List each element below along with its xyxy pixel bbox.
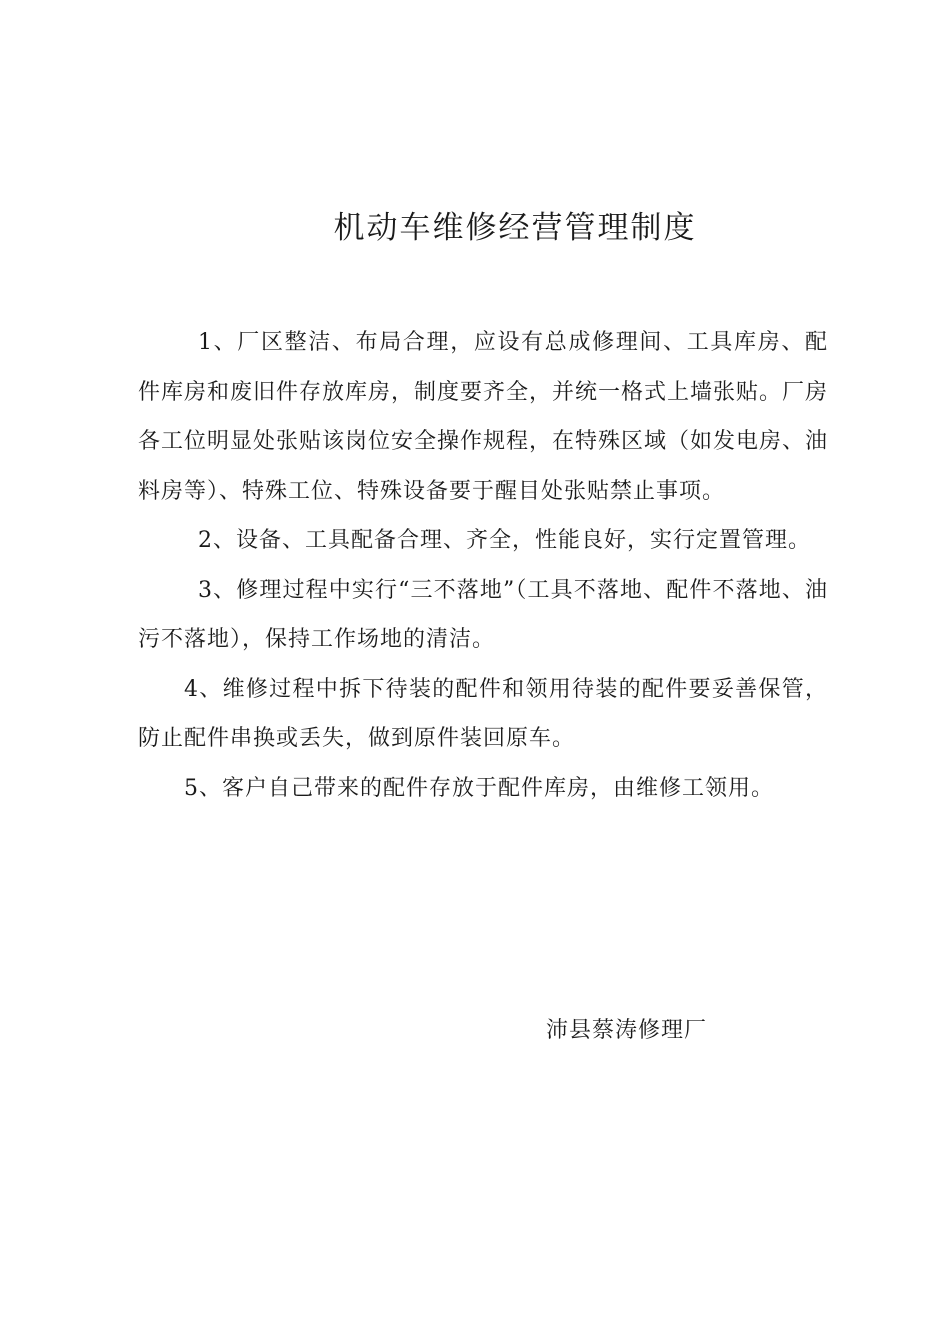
paragraph-2: 2、设备、工具配备合理、齐全，性能良好，实行定置管理。 — [198, 528, 811, 553]
document-signature: 沛县蔡涛修理厂 — [546, 1018, 708, 1043]
paragraph-5: 5、客户自己带来的配件存放于配件库房，由维修工领用。 — [184, 775, 774, 801]
document-title: 机动车维修经营管理制度 — [333, 210, 697, 246]
document-body — [138, 318, 828, 813]
paragraph-1: 1、厂区整洁、布局合理，应设有总成修理间、工具库房、配件库房和废旧件存放库房，制度要齐全，并统一格式上墙张贴。厂房各工位明显处张贴该岗位安全操作规程，在特殊区域（如发电房、油料房等）、特殊工位、特殊设备要于醒目处张贴禁止事项。 — [138, 330, 829, 504]
paragraph-4: 4、维修过程中拆下待装的配件和领用待装的配件要妥善保管，防止配件串换或丢失，做到原件装回原车。 — [138, 676, 828, 751]
paragraph-3: 3、修理过程中实行“三不落地”（工具不落地、配件不落地、油污不落地），保持工作场地的清洁。 — [138, 577, 828, 652]
